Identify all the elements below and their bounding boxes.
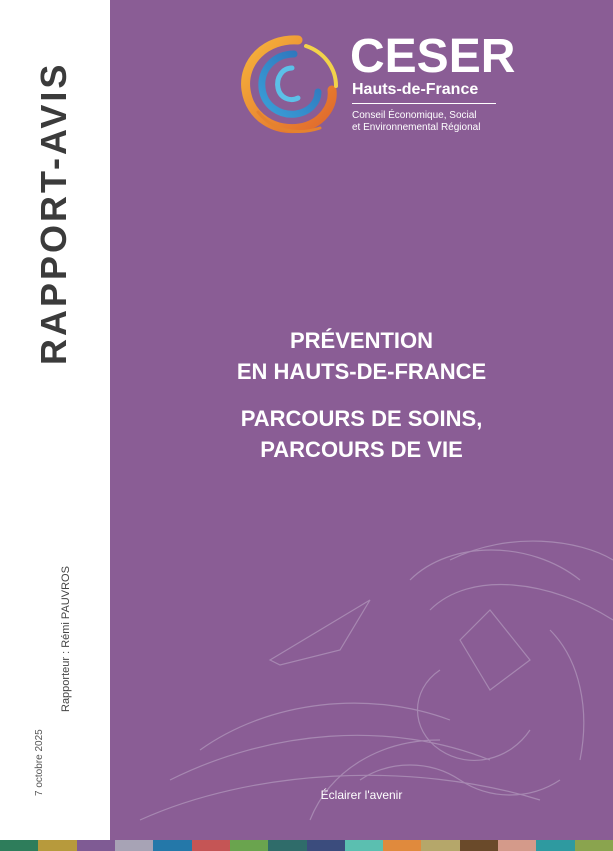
title-line4: PARCOURS DE VIE xyxy=(260,437,463,462)
color-stripe-segment xyxy=(307,840,345,851)
color-stripe-segment xyxy=(498,840,536,851)
color-stripe-segment xyxy=(0,840,38,851)
color-stripe-segment xyxy=(230,840,268,851)
color-stripe-segment xyxy=(575,840,613,851)
color-stripe-segment xyxy=(421,840,459,851)
logo-description xyxy=(352,110,480,134)
color-stripe-segment xyxy=(536,840,574,851)
color-stripe-segment xyxy=(268,840,306,851)
tagline: Éclairer l'avenir xyxy=(320,788,403,802)
title-line1: PRÉVENTION xyxy=(289,328,434,353)
report-type-label: RAPPORT-AVIS xyxy=(33,61,74,365)
color-stripe-segment xyxy=(38,840,76,851)
logo-description-line2: et Environnemental Régional xyxy=(352,122,481,133)
color-stripe xyxy=(0,840,613,851)
rapporteur-label: Rapporteur : Rémi PAUVROS xyxy=(60,566,72,712)
logo-region-text: Hauts-de-France xyxy=(352,81,479,98)
color-stripe-segment xyxy=(345,840,383,851)
color-stripe-segment xyxy=(77,840,115,851)
color-stripe-segment xyxy=(460,840,498,851)
color-stripe-segment xyxy=(153,840,191,851)
color-stripe-segment xyxy=(115,840,153,851)
main-title xyxy=(110,325,613,387)
logo-ceser-text: CESER xyxy=(350,30,516,83)
logo-description-line1: Conseil Économique, Social xyxy=(352,110,477,121)
title-line3: PARCOURS DE SOINS, xyxy=(240,406,483,431)
date-label: 7 octobre 2025 xyxy=(34,729,45,796)
title-line2: EN HAUTS-DE-FRANCE xyxy=(236,359,487,384)
logo-divider xyxy=(352,103,496,104)
color-stripe-segment xyxy=(383,840,421,851)
color-stripe-segment xyxy=(192,840,230,851)
subtitle xyxy=(110,403,613,465)
